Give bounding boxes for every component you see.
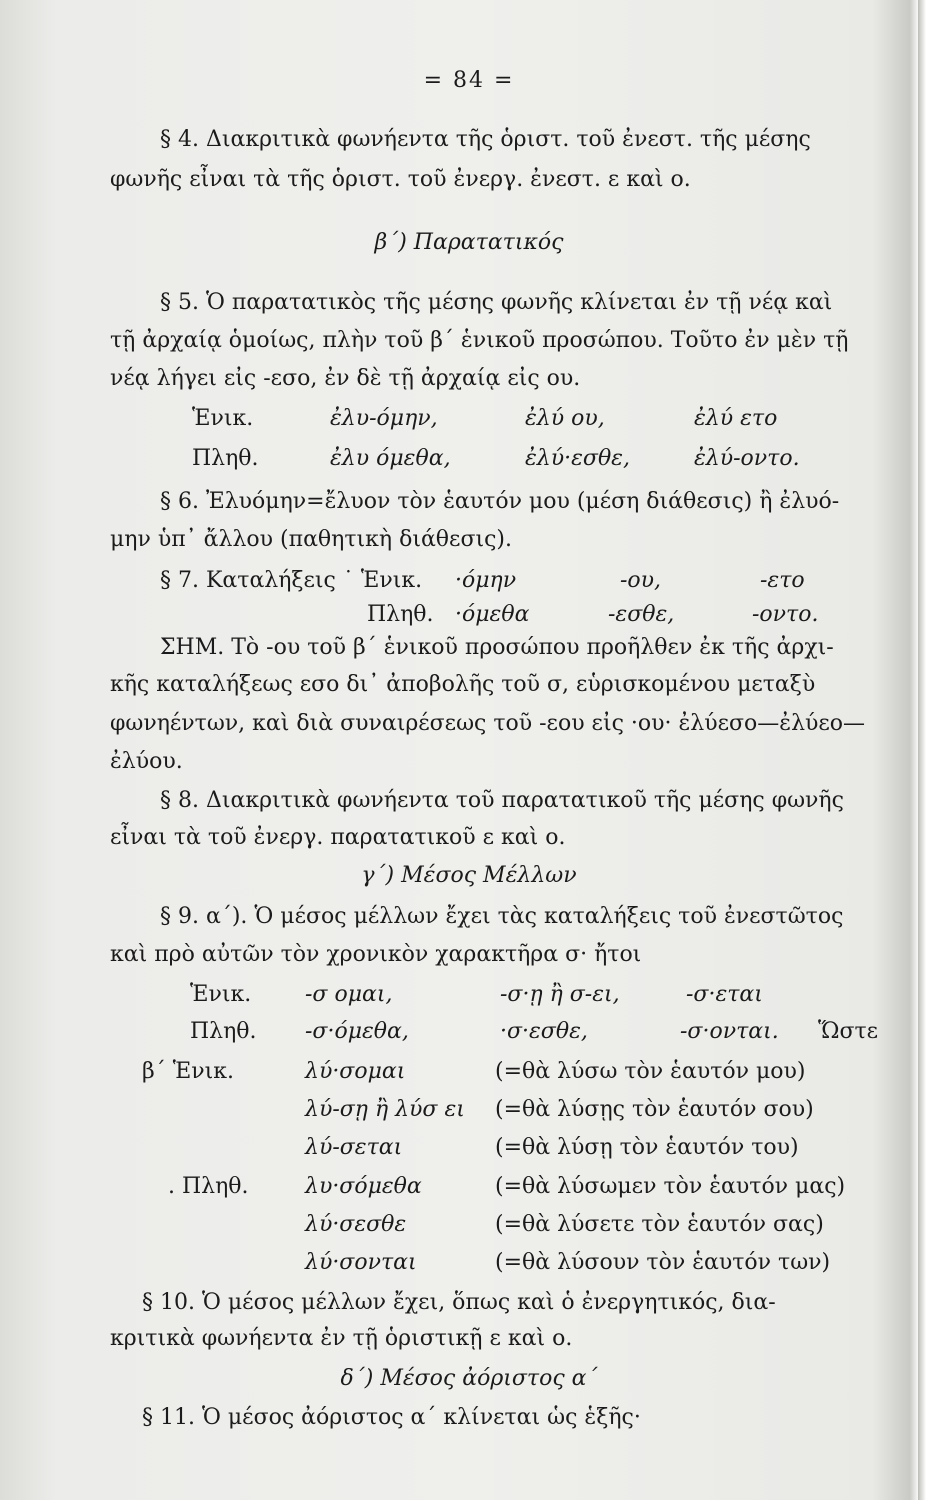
- heading-future: γ΄) Μέσος Μέλλων: [361, 863, 577, 888]
- t5-r1-c3: ἐλύ ετο: [694, 406, 778, 431]
- t9-r3-c2: (=θὰ λύσω τὸν ἑαυτόν μου): [495, 1059, 806, 1084]
- note-line-2: κῆς καταλήξεως εσο δι᾿ ἀποβολῆς τοῦ σ, εὑρισκομένου μεταξὺ: [110, 672, 816, 697]
- t9-r3-c1: λύ·σομαι: [305, 1059, 406, 1084]
- note-line-3: φωνηέντων, καὶ διὰ συναιρέσεως τοῦ -εου εἰς ·ου· ἐλύεσο—ἐλύεο—: [110, 711, 866, 736]
- t9-r1-c3: -σ·εται: [686, 982, 763, 1007]
- para-9-line-2: καὶ πρὸ αὐτῶν τὸν χρονικὸν χαρακτῆρα σ· ἤτοι: [110, 942, 642, 967]
- t9-r2-c2: ·σ·εσθε,: [500, 1019, 588, 1044]
- para-7-r1-c2: -ου,: [620, 568, 662, 593]
- t5-r2-label: Πληθ.: [192, 446, 259, 471]
- t9-r2-c3: -σ·ονται.: [680, 1019, 779, 1044]
- para-10-line-2: κριτικὰ φωνήεντα ἐν τῇ ὁριστικῇ ε καὶ ο.: [110, 1326, 573, 1351]
- t5-r2-c2: ἐλύ·εσθε,: [525, 446, 630, 471]
- para-7-r2-c2: -εσθε,: [608, 602, 675, 627]
- para-7-r1-label: § 7. Καταλήξεις ˙ Ἑνικ.: [160, 568, 423, 593]
- t5-r2-c3: ἐλύ-οντο.: [694, 446, 800, 471]
- para-8-line-2: εἶναι τὰ τοῦ ἐνεργ. παρατατικοῦ ε καὶ ο.: [110, 825, 566, 850]
- t9-r2-c4: Ὥστε: [818, 1019, 879, 1044]
- t9-r2-c1: -σ·όμεθα,: [305, 1019, 409, 1044]
- t9-r7-c2: (=θὰ λύσετε τὸν ἑαυτόν σας): [495, 1212, 824, 1237]
- para-5-line-2: τῇ ἀρχαίᾳ ὁμοίως, πλὴν τοῦ β΄ ἑνικοῦ προσώπου. Τοῦτο ἐν μὲν τῇ: [110, 328, 849, 353]
- t9-r1-c1: -σ ομαι,: [305, 982, 393, 1007]
- para-10-line-1: § 10. Ὁ μέσος μέλλων ἔχει, ὅπως καὶ ὁ ἐνεργητικός, δια-: [142, 1290, 776, 1315]
- t9-r5-c1: λύ-σεται: [305, 1135, 403, 1160]
- t9-r1-c2: -σ·ῃ ἢ σ-ει,: [500, 982, 620, 1007]
- heading-imperfect: β΄) Παρατατικός: [374, 230, 564, 255]
- para-7-r2-c1: ·όμεθα: [455, 602, 530, 627]
- note-line-1: ΣΗΜ. Τὸ -ου τοῦ β΄ ἑνικοῦ προσώπου προῆλθεν ἐκ τῆς ἀρχι-: [160, 635, 834, 660]
- t9-r2-label: Πληθ.: [190, 1019, 257, 1044]
- page-edge: [918, 0, 938, 1500]
- para-11-line-1: § 11. Ὁ μέσος ἀόριστος α΄ κλίνεται ὡς ἑξῆς·: [142, 1405, 641, 1430]
- t5-r1-c2: ἐλύ ου,: [525, 406, 605, 431]
- para-6-line-1: § 6. Ἐλυόμην=ἔλυον τὸν ἑαυτόν μου (μέση διάθεσις) ἢ ἐλυό-: [160, 489, 840, 514]
- t9-r8-c1: λύ·σονται: [305, 1250, 417, 1275]
- para-7-r2-label: Πληθ.: [367, 602, 434, 627]
- t9-r7-c1: λύ·σεσθε: [305, 1212, 407, 1237]
- t9-r4-c1: λύ-σῃ ἢ λύσ ει: [305, 1097, 465, 1122]
- heading-aorist: δ΄) Μέσος ἀόριστος α΄: [340, 1366, 598, 1391]
- t9-r6-label: . Πληθ.: [168, 1174, 249, 1199]
- t9-r4-c2: (=θὰ λύσῃς τὸν ἑαυτόν σου): [495, 1097, 814, 1122]
- t9-r6-c2: (=θὰ λύσωμεν τὸν ἑαυτόν μας): [495, 1174, 846, 1199]
- note-line-4: ἐλύου.: [110, 749, 183, 774]
- t9-r6-c1: λυ·σόμεθα: [305, 1174, 422, 1199]
- para-4-line-1: § 4. Διακριτικὰ φωνήεντα τῆς ὁριστ. τοῦ ἐνεστ. τῆς μέσης: [160, 127, 811, 152]
- t9-r3-label: β΄ Ἑνικ.: [142, 1059, 234, 1084]
- para-8-line-1: § 8. Διακριτικὰ φωνήεντα τοῦ παρατατικοῦ τῆς μέσης φωνῆς: [160, 788, 844, 813]
- t9-r1-label: Ἑνικ.: [190, 982, 252, 1007]
- t9-r8-c2: (=θὰ λύσουν τὸν ἑαυτόν των): [495, 1250, 831, 1275]
- para-4-line-2: φωνῆς εἶναι τὰ τῆς ὁριστ. τοῦ ἐνεργ. ἐνεστ. ε καὶ ο.: [110, 167, 691, 192]
- page-number: = 84 =: [423, 68, 515, 93]
- t5-r1-label: Ἑνικ.: [192, 406, 254, 431]
- para-7-r1-c1: ·όμην: [455, 568, 517, 593]
- para-5-line-1: § 5. Ὁ παρατατικὸς τῆς μέσης φωνῆς κλίνεται ἐν τῇ νέᾳ καὶ: [160, 290, 833, 315]
- t5-r2-c1: ἐλυ όμεθα,: [330, 446, 451, 471]
- t5-r1-c1: ἐλυ-όμην,: [330, 406, 438, 431]
- para-7-r2-c3: -οντο.: [752, 602, 819, 627]
- para-7-r1-c3: -ετο: [760, 568, 805, 593]
- t9-r5-c2: (=θὰ λύσῃ τὸν ἑαυτόν του): [495, 1135, 799, 1160]
- para-6-line-2: μην ὑπ᾿ ἄλλου (παθητικὴ διάθεσις).: [110, 527, 512, 552]
- para-5-line-3: νέᾳ λήγει εἰς -εσο, ἐν δὲ τῇ ἀρχαίᾳ εἰς ου.: [110, 366, 581, 391]
- para-9-line-1: § 9. α΄). Ὁ μέσος μέλλων ἔχει τὰς καταλήξεις τοῦ ἐνεστῶτος: [160, 904, 844, 929]
